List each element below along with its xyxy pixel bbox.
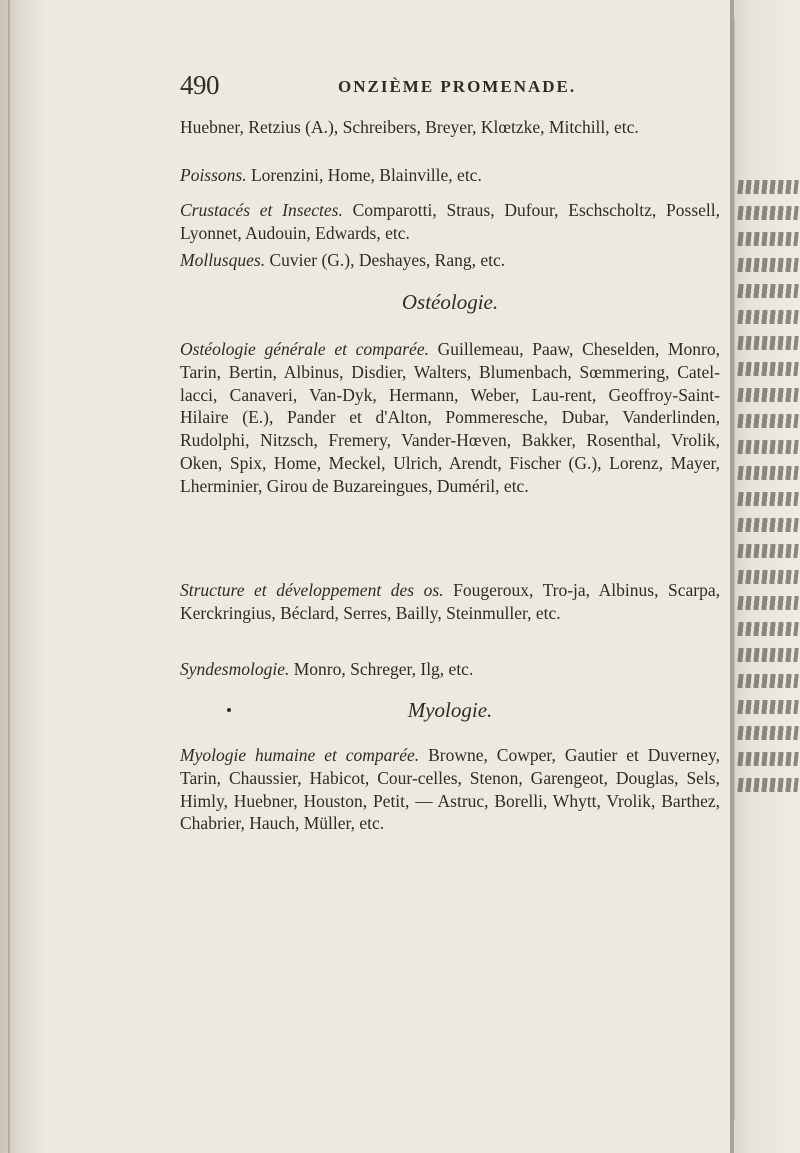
paragraph-label: Syndesmologie. xyxy=(180,659,290,679)
section-heading-myologie: Myologie. xyxy=(407,698,493,722)
paragraph-text: Comparotti, Straus, Dufour, Eschscholtz, Possell, Lyonnet, Audouin, Edwards, etc. xyxy=(180,200,720,243)
paragraph-label: Poissons. xyxy=(180,165,247,185)
section-heading-osteologie: Ostéologie. xyxy=(401,290,499,314)
running-head: ONZIÈME PROMENADE. xyxy=(338,77,577,96)
paragraph-text: Cuvier (G.), Deshayes, Rang, etc. xyxy=(269,250,506,270)
pencil-margin-line xyxy=(734,20,735,1120)
paragraph-text: Fougeroux, Tro-ja, Albinus, Scarpa, Kerckringius, Béclard, Serres, Bailly, Steinmuller, etc. xyxy=(180,580,720,623)
paragraph-label: Mollusques. xyxy=(180,250,266,270)
paragraph-crustaces xyxy=(180,199,720,245)
paragraph-text: Guillemeau, Paaw, Cheselden, Monro, Tarin, Bertin, Albinus, Disdier, Walters, Blumenbach, Sœmmering, Catel-lacci, Canaveri, Van-Dyk, Hermann, Weber, Lau-rent, Geoffroy-Saint-Hilaire (E.), Pander et d'Alton, Pommeresche, Dubar, Vanderlinden, Rudolphi, Nitzsch, Fremery, Vander-Hœven, Bakker, Rosenthal, Vrolik, Oken, Spix, Home, Meckel, Ulrich, Arendt, Fischer (G.), Lorenz, Mayer, Lherminier, Girou de Buzareingues, Duméril, etc. xyxy=(180,339,720,496)
page-header xyxy=(180,70,720,110)
paragraph-poissons xyxy=(180,164,720,187)
binding-edge xyxy=(8,0,10,1153)
paragraph-text: Monro, Schreger, Ilg, etc. xyxy=(293,659,474,679)
book-page xyxy=(180,70,720,1120)
paragraph-text: Lorenzini, Home, Blainville, etc. xyxy=(250,165,482,185)
paragraph-structure-os xyxy=(180,579,720,625)
paragraph-label: Ostéologie générale et comparée. xyxy=(180,339,429,359)
paragraph-authors-continued xyxy=(180,116,720,139)
paragraph-label: Crustacés et Insectes. xyxy=(180,200,343,220)
facing-page-text-fragments xyxy=(738,180,798,804)
paragraph-mollusques xyxy=(180,249,720,272)
paragraph-text: Browne, Cowper, Gautier et Duverney, Tarin, Chaussier, Habicot, Cour-celles, Stenon, Garengeot, Douglas, Sels, Himly, Huebner, Houston, Petit, — Astruc, Borelli, Whytt, Vrolik, Barthez, Chabrier, Hauch, Müller, etc. xyxy=(180,745,721,834)
paragraph-text: Huebner, Retzius (A.), Schreibers, Breyer, Klœtzke, Mitchill, etc. xyxy=(180,117,639,137)
paragraph-syndesmologie xyxy=(180,658,720,681)
paragraph-label: Myologie humaine et comparée. xyxy=(180,745,420,765)
paragraph-osteologie-generale xyxy=(180,338,720,498)
page-binding-shadow xyxy=(0,0,44,1153)
page-number: 490 xyxy=(180,70,219,100)
facing-page-edge xyxy=(730,0,800,1153)
paragraph-label: Structure et développement des os. xyxy=(180,580,444,600)
paragraph-myologie xyxy=(180,744,720,835)
